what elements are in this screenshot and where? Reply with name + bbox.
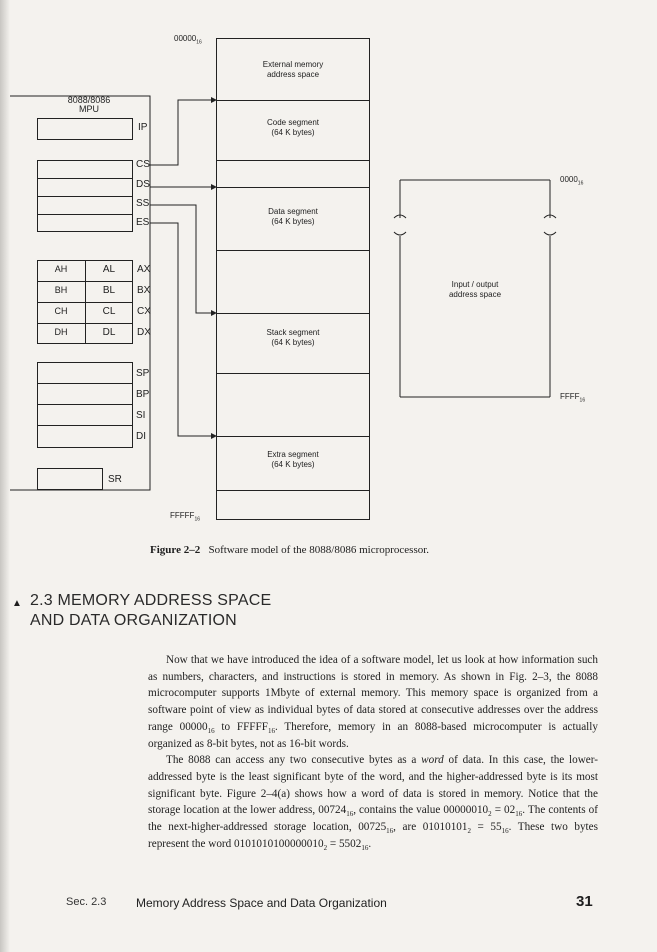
section-marker-icon: ▲ [12, 598, 22, 609]
cx-register-label: CX [137, 306, 151, 317]
si-register-label: SI [136, 410, 146, 421]
ss-register-label: SS [136, 198, 150, 209]
ch-register-label: CH [54, 306, 68, 316]
sp-register-label: SP [136, 368, 150, 379]
figure-caption-text: Software model of the 8088/8086 microprocessor. [208, 544, 430, 556]
memory-end-address: $FFFFF_{16}$ [170, 511, 200, 523]
footer-section-ref: Sec. 2.3 [66, 896, 107, 908]
paragraph-1: Now that we have introduced the idea of a software model, let us look at how information such as numbers, characters, and instructions is stored in memory. As shown in Fig. 2–3, the 8088 microcomputer supports 1Mbyte of external memory. This memory space is organized from a software point of view as individual bytes of data stored at consecutive addresses over the address range $00000_{16}$ to $FFFFF_{16}$. Therefore, memory in an 8088-based microcomputer is actually organized as 8-bit bytes, not as 16-bit words. [148, 654, 598, 750]
ds-register-label: DS [136, 179, 150, 190]
al-register-label: AL [102, 264, 116, 275]
memory-start-address: $00000_{16}$ [174, 34, 202, 46]
io-address-space-label: Input / output address space [448, 280, 502, 299]
bh-register-label: BH [54, 285, 68, 295]
dx-register-label: DX [137, 327, 151, 338]
data-segment-label: Data segment (64 K bytes) [268, 207, 318, 226]
cl-register-label: CL [102, 306, 116, 317]
figure-caption-number: Figure 2–2 [150, 544, 201, 556]
ah-register-label: AH [54, 264, 68, 274]
page-number: 31 [576, 893, 593, 910]
bp-register-label: BP [136, 389, 150, 400]
extra-segment-label: Extra segment (64 K bytes) [267, 450, 319, 469]
memory-address-space-column [216, 38, 370, 520]
external-memory-label: External memory address space [262, 60, 324, 79]
body-text [148, 652, 598, 852]
figure-caption [150, 544, 429, 556]
dl-register-label: DL [102, 327, 116, 338]
code-segment-label: Code segment (64 K bytes) [266, 118, 320, 137]
status-register-box [37, 468, 103, 490]
pointer-register-box [37, 362, 133, 448]
cs-register-label: CS [136, 159, 150, 170]
ax-register-label: AX [137, 264, 151, 275]
bx-register-label: BX [137, 285, 151, 296]
es-register-label: ES [136, 217, 150, 228]
bl-register-label: BL [102, 285, 116, 296]
mpu-title: 8088/8086 MPU [67, 95, 111, 114]
paragraph-2: The 8088 can access any two consecutive bytes as a word of data. In this case, the lower-addressed byte is the least significant byte of the word, and the higher-addressed byte is its most significant byte. Figure 2–4(a) shows how a word of data is stored in memory. Notice that the storage location at the lower address, $00724_{16}$, contains the value $00000010_2 = 02_{16}$. The contents of the next-higher-addressed storage location, $00725_{16}$, are $01010101_2 = 55_{16}$. These two bytes represent the word $0101010100000010_2 = 5502_{16}$. [148, 754, 598, 852]
stack-segment-label: Stack segment (64 K bytes) [266, 328, 320, 347]
dh-register-label: DH [54, 327, 68, 337]
ip-register-label: IP [138, 122, 148, 133]
section-heading-line1: 2.3 MEMORY ADDRESS SPACE [30, 592, 272, 609]
ip-register-box [37, 118, 133, 140]
io-end-address: $FFFF_{16}$ [560, 392, 586, 404]
sr-register-label: SR [108, 474, 122, 485]
footer-running-title: Memory Address Space and Data Organization [136, 896, 387, 910]
di-register-label: DI [136, 431, 146, 442]
section-heading-line2: AND DATA ORGANIZATION [30, 612, 237, 629]
io-start-address: $0000_{16}$ [560, 175, 584, 187]
